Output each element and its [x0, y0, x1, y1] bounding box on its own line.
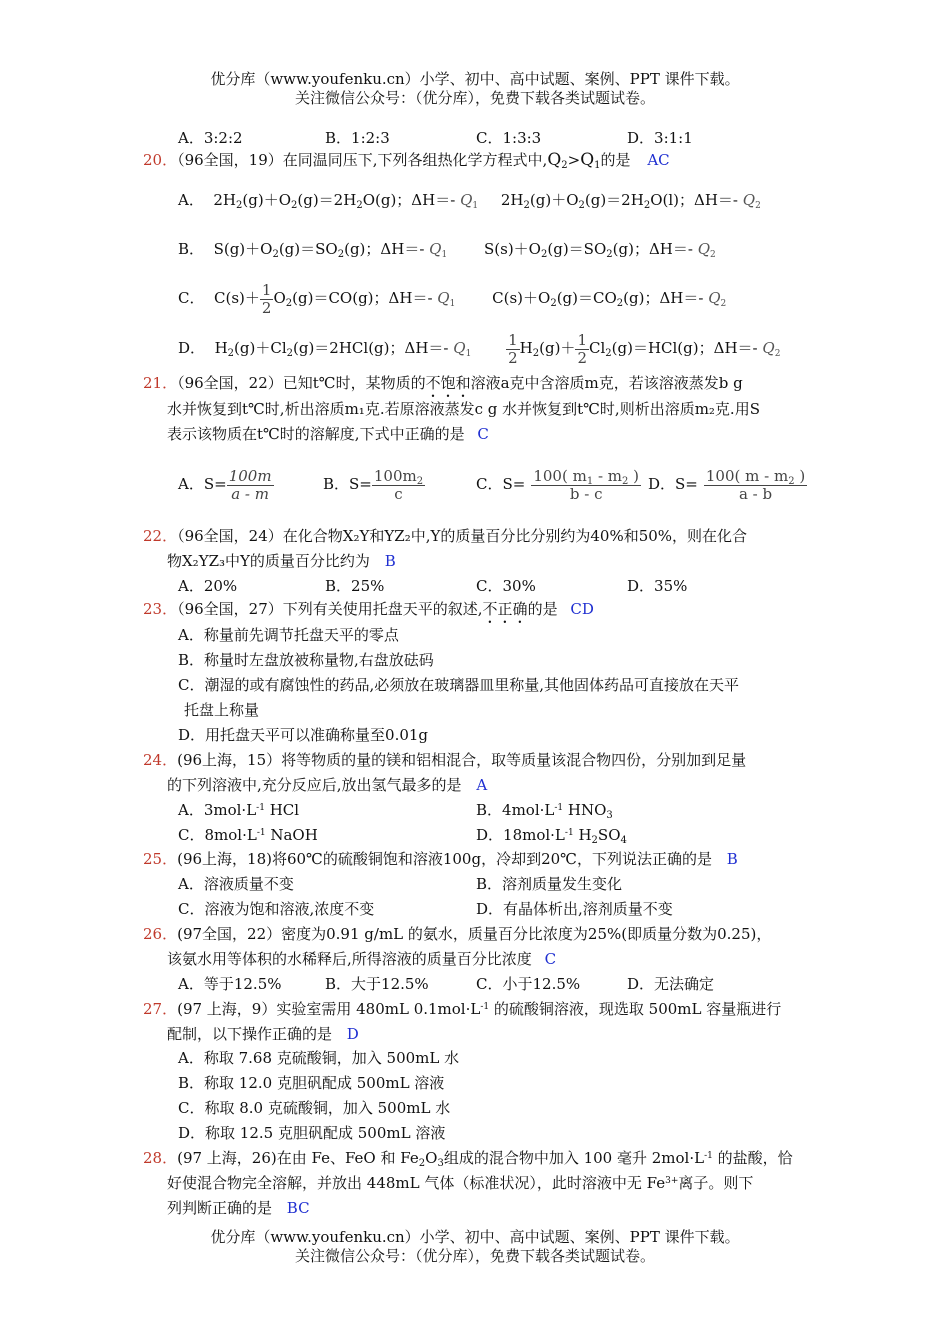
- q26-option-c: C．小于12.5%: [476, 975, 581, 993]
- q23-option-b: B．称量时左盘放被称量物,右盘放砝码: [178, 651, 434, 669]
- q27-option-a: A．称取 7.68 克硫酸铜，加入 500mL 水: [178, 1049, 460, 1067]
- question-28-line-2: 好使混合物完全溶解，并放出 448mL 气体（标准状况），此时溶液中无 $Fe^{3+}$离子。则下: [167, 1174, 754, 1192]
- q20-option-a: A． $2H_2(g)+O_2(g)=2H_2O(g)$；ΔH＝- $Q_1$ $2H_2(g)+O_2(g)=2H_2O(l)$；ΔH＝- $Q_2$: [178, 191, 761, 211]
- question-28-line-1: 28．(97 上海，26)在由 Fe、FeO 和 $Fe_2O_3$组成的混合物中加入 100 毫升 $2mol\cdot L^{-1}$ 的盐酸，恰: [143, 1149, 793, 1169]
- question-number: 24．: [143, 751, 178, 769]
- q23-option-a: A．称量前先调节托盘天平的零点: [178, 626, 399, 644]
- question-number: 28．: [143, 1149, 178, 1167]
- answer-label: A: [476, 776, 488, 794]
- half-fraction: $\frac{1}{2}$: [261, 280, 272, 317]
- q19-option-c: C．1:3:3: [476, 129, 542, 147]
- question-24-line-2: 的下列溶液中,充分反应后,放出氢气最多的是 A: [167, 776, 488, 794]
- question-28-line-3: 列判断正确的是 BC: [167, 1199, 310, 1217]
- q26-option-a: A．等于12.5%: [178, 975, 282, 993]
- answer-label: B: [384, 552, 396, 570]
- answer-label: C: [544, 950, 557, 968]
- q24-option-b: B．$4mol\cdot L^{-1}$ $HNO_3$: [476, 801, 613, 821]
- question-25-stem: 25．(96上海，18)将60℃的硫酸铜饱和溶液100g，冷却到20℃，下列说法正确的是 B: [143, 850, 738, 868]
- q25-option-c: C．溶液为饱和溶液,浓度不变: [178, 900, 375, 918]
- page-header: [0, 70, 950, 108]
- q21-option-a: A．S= $\frac{100m}{a - m}$: [178, 466, 272, 503]
- q22-option-a: A．20%: [178, 577, 238, 595]
- q25-option-b: B．溶剂质量发生变化: [476, 875, 623, 893]
- question-number: 26．: [143, 925, 178, 943]
- q22-option-d: D．35%: [627, 577, 688, 595]
- q25-option-d: D．有晶体析出,溶剂质量不变: [476, 900, 673, 918]
- q20-option-b: B． $S(g)+O_2(g)=SO_2(g)$；ΔH＝- $Q_1$ $S(s)+O_2(g)=SO_2(g)$；ΔH＝- $Q_2$: [178, 240, 716, 260]
- q27-option-d: D．称取 12.5 克胆矾配成 500mL 溶液: [178, 1124, 446, 1142]
- question-27-line-2: 配制，以下操作正确的是 D: [167, 1025, 359, 1043]
- header-line-2: 关注微信公众号：（优分库），免费下载各类试题试卷。: [294, 89, 655, 107]
- answer-label: CD: [570, 600, 594, 618]
- q20-option-c: C． C(s)＋ $\frac{1}{2}$ $O_2(g)=CO(g)$；ΔH＝- $Q_1$ $C(s)+O_2(g)=CO_2(g)$；ΔH＝- $Q_2$: [178, 280, 727, 317]
- question-26-line-2: 该氨水用等体积的水稀释后,所得溶液的质量百分比浓度 C: [167, 950, 557, 968]
- q23-option-d: D．用托盘天平可以准确称量至0.01g: [178, 726, 429, 744]
- q22-option-b: B．25%: [325, 577, 385, 595]
- q19-option-a: A．3:2:2: [178, 129, 243, 147]
- q26-option-d: D．无法确定: [627, 975, 715, 993]
- footer-line-2: 关注微信公众号：（优分库），免费下载各类试题试卷。: [294, 1247, 655, 1265]
- q22-option-c: C．30%: [476, 577, 536, 595]
- question-22-line-2: 物X₂YZ₃中Y的质量百分比约为 B: [167, 552, 396, 570]
- question-number: 25．: [143, 850, 178, 868]
- question-number: 21．: [143, 374, 178, 392]
- q24-option-d: D．$18mol\cdot L^{-1}$ $H_2SO_4$: [476, 826, 627, 846]
- q24-option-a: A．$3mol\cdot L^{-1}$ HCl: [178, 801, 300, 819]
- page-footer: [0, 1228, 950, 1266]
- question-number: 22．: [143, 527, 178, 545]
- question-21-line-2: 水并恢复到t℃时,析出溶质m₁克.若原溶液蒸发c g 水并恢复到t℃时,则析出溶质m₂克.用S: [167, 400, 760, 418]
- q20-option-d: D． $H_2(g)+Cl_2(g)=2HCl(g)$；ΔH＝- $Q_1$ $\frac{1}{2}$ $H_2(g)+$ $\frac{1}{2}$ $Cl_2(g)=HCl(g)$；ΔH＝- $Q_2$: [178, 330, 781, 367]
- q21-option-b: B．S= $\frac{100m_2}{c}$: [323, 466, 424, 503]
- question-20-stem: 20．（96全国，19）在同温同压下,下列各组热化学方程式中$,Q_2>Q_1$的是 AC: [143, 150, 670, 171]
- question-number: 23．: [143, 600, 178, 618]
- q19-option-b: B．1:2:3: [325, 129, 390, 147]
- q27-option-b: B．称取 12.0 克胆矾配成 500mL 溶液: [178, 1074, 445, 1092]
- q23-option-c-cont: 托盘上称量: [184, 701, 260, 719]
- question-24-line-1: 24．(96上海，15）将等物质的量的镁和铝相混合，取等质量该混合物四份，分别加到足量: [143, 751, 747, 769]
- q26-option-b: B．大于12.5%: [325, 975, 429, 993]
- question-number: 20．: [143, 151, 178, 169]
- footer-line-1: 优分库（www.youfenku.cn）小学、初中、高中试题、案例、PPT 课件下载。: [210, 1228, 740, 1246]
- q23-option-c: C．潮湿的或有腐蚀性的药品,必须放在玻璃器皿里称量,其他固体药品可直接放在天平: [178, 676, 740, 694]
- question-21-line-3: 表示该物质在t℃时的溶解度,下式中正确的是 C: [167, 425, 489, 443]
- q25-option-a: A．溶液质量不变: [178, 875, 294, 893]
- question-26-line-1: 26．(97全国，22）密度为0.91 g/mL 的氨水，质量百分比浓度为25%(即质量分数为0.25)，: [143, 925, 772, 943]
- answer-label: C: [477, 425, 489, 443]
- question-21-line-1: 21．（96全国，22）已知t℃时，某物质的不饱和溶液a克中含溶质m克，若该溶液蒸发b g: [143, 374, 743, 392]
- header-line-1: 优分库（www.youfenku.cn）小学、初中、高中试题、案例、PPT 课件下载。: [210, 70, 740, 88]
- answer-label: AC: [647, 151, 670, 169]
- q27-option-c: C．称取 8.0 克硫酸铜，加入 500mL 水: [178, 1099, 451, 1117]
- answer-label: BC: [286, 1199, 310, 1217]
- question-number: 27．: [143, 1000, 178, 1018]
- answer-label: D: [346, 1025, 359, 1043]
- q21-option-c: C．S= $\frac{100( m_1 - m_2 )}{b - c}$: [476, 466, 640, 503]
- question-27-line-1: 27．(97 上海，9）实验室需用 480mL $0.1mol\cdot L^{-1}$ 的硫酸铜溶液，现选取 500mL 容量瓶进行: [143, 1000, 782, 1018]
- question-22-line-1: 22．（96全国，24）在化合物X₂Y和YZ₂中,Y的质量百分比分别约为40%和50%，则在化合: [143, 527, 748, 545]
- question-23-stem: 23．（96全国，27）下列有关使用托盘天平的叙述,不正确的是 CD: [143, 600, 594, 618]
- answer-label: B: [726, 850, 738, 868]
- q19-option-d: D．3:1:1: [627, 129, 693, 147]
- q24-option-c: C．$8mol\cdot L^{-1}$ NaOH: [178, 826, 318, 844]
- q21-option-d: D．S= $\frac{100( m - m_2 )}{a - b}$: [648, 466, 806, 503]
